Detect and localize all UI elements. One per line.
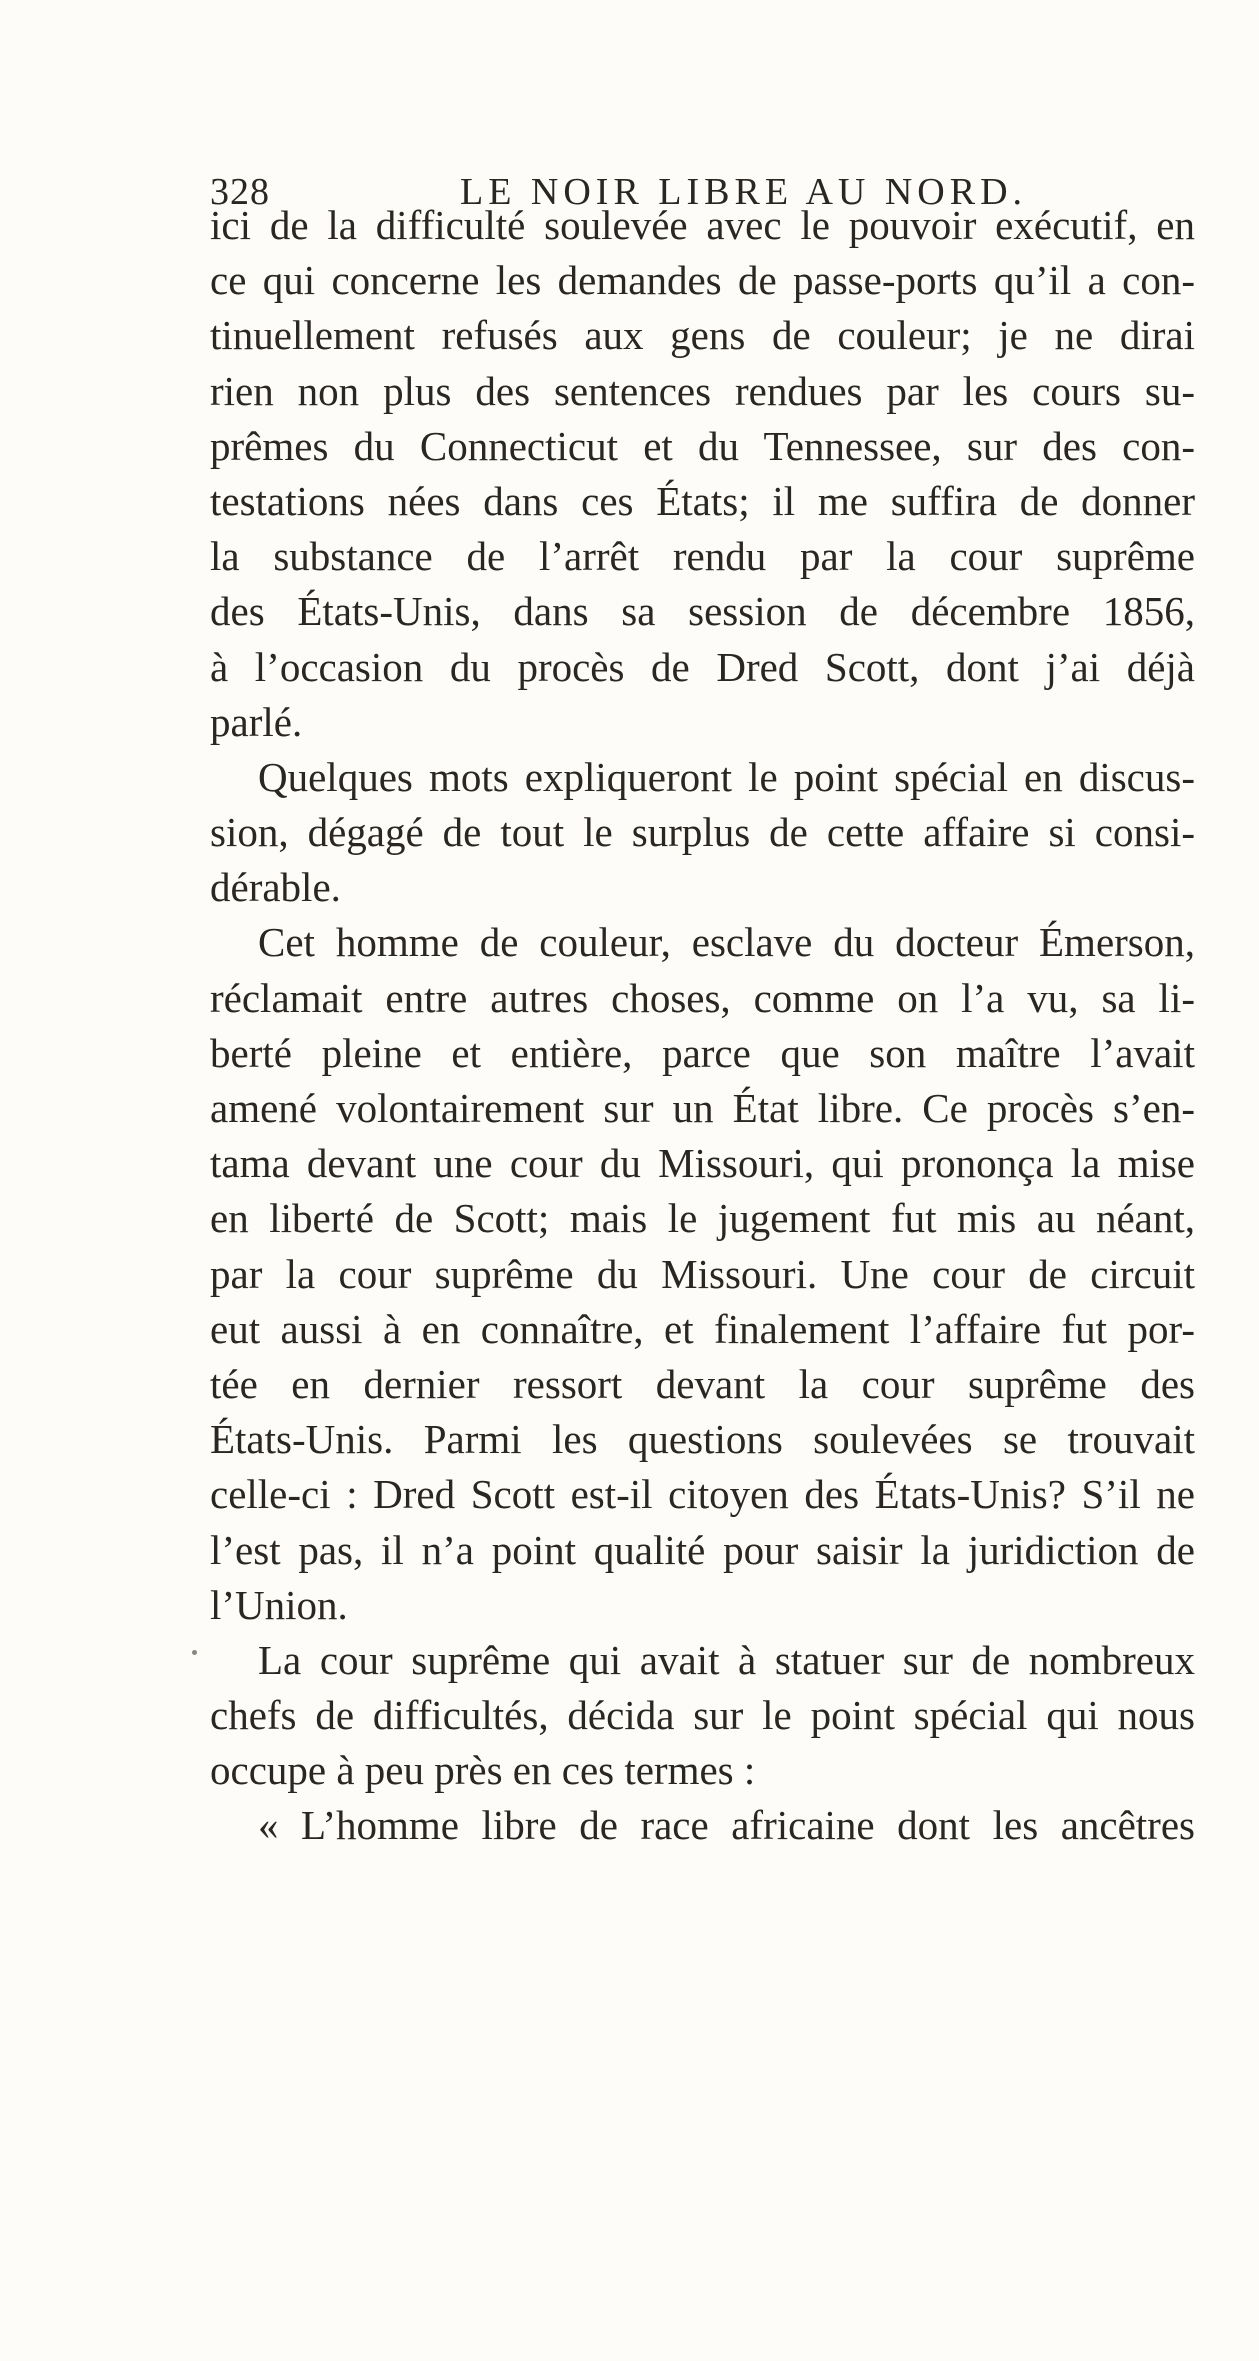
paragraph-start-line: Cet homme de couleur, esclave du docteur Émerson, bbox=[258, 919, 1195, 966]
text-line: occupe à peu près en ces termes : bbox=[210, 1747, 756, 1794]
text-line: ce qui concerne les demandes de passe-ports qu’il a con- bbox=[210, 257, 1195, 304]
text-line: sion, dégagé de tout le surplus de cette affaire si consi- bbox=[210, 809, 1195, 856]
body-text bbox=[210, 198, 1195, 1854]
text-line: par la cour suprême du Missouri. Une cour de circuit bbox=[210, 1250, 1195, 1297]
text-line: dérable. bbox=[210, 864, 341, 911]
text-line: réclamait entre autres choses, comme on l’a vu, sa li- bbox=[210, 974, 1195, 1021]
print-speck bbox=[192, 1650, 197, 1655]
text-line: berté pleine et entière, parce que son maître l’avait bbox=[210, 1029, 1195, 1076]
text-line: l’est pas, il n’a point qualité pour saisir la juridiction de bbox=[210, 1526, 1195, 1573]
quotation-start-line: « L’homme libre de race africaine dont les ancêtres bbox=[258, 1802, 1195, 1849]
text-line: amené volontairement sur un État libre. Ce procès s’en- bbox=[210, 1085, 1195, 1131]
text-line: prêmes du Connecticut et du Tennessee, sur des con- bbox=[210, 422, 1195, 469]
text-line: tée en dernier ressort devant la cour suprême des bbox=[210, 1360, 1195, 1407]
text-line: tinuellement refusés aux gens de couleur; je ne dirai bbox=[210, 312, 1195, 359]
page-number: 328 bbox=[210, 171, 270, 213]
text-line: parlé. bbox=[210, 698, 303, 745]
running-title: LE NOIR LIBRE AU NORD. bbox=[460, 171, 1028, 213]
paragraph-start-line: La cour suprême qui avait à statuer sur de nombreux bbox=[258, 1636, 1195, 1683]
text-line: ici de la difficulté soulevée avec le pouvoir exécutif, en bbox=[210, 202, 1195, 248]
paragraph-start-line: Quelques mots expliqueront le point spécial en discus- bbox=[258, 753, 1195, 800]
text-line: testations nées dans ces États; il me suffira de donner bbox=[210, 477, 1195, 524]
text-line: rien non plus des sentences rendues par les cours su- bbox=[210, 367, 1195, 414]
text-line: des États-Unis, dans sa session de décembre 1856, bbox=[210, 588, 1195, 635]
text-line: la substance de l’arrêt rendu par la cour suprême bbox=[210, 533, 1195, 580]
text-line: celle-ci : Dred Scott est-il citoyen des États-Unis? S’il ne bbox=[210, 1471, 1195, 1518]
text-line: l’Union. bbox=[210, 1581, 348, 1628]
text-line: tama devant une cour du Missouri, qui prononça la mise bbox=[210, 1140, 1195, 1187]
text-line: chefs de difficultés, décida sur le point spécial qui nous bbox=[210, 1692, 1195, 1739]
text-line: États-Unis. Parmi les questions soulevées se trouvait bbox=[210, 1416, 1195, 1463]
text-line: eut aussi à en connaître, et finalement l’affaire fut por- bbox=[210, 1305, 1195, 1352]
text-line: à l’occasion du procès de Dred Scott, dont j’ai déjà bbox=[210, 643, 1195, 690]
text-line: en liberté de Scott; mais le jugement fut mis au néant, bbox=[210, 1195, 1195, 1242]
